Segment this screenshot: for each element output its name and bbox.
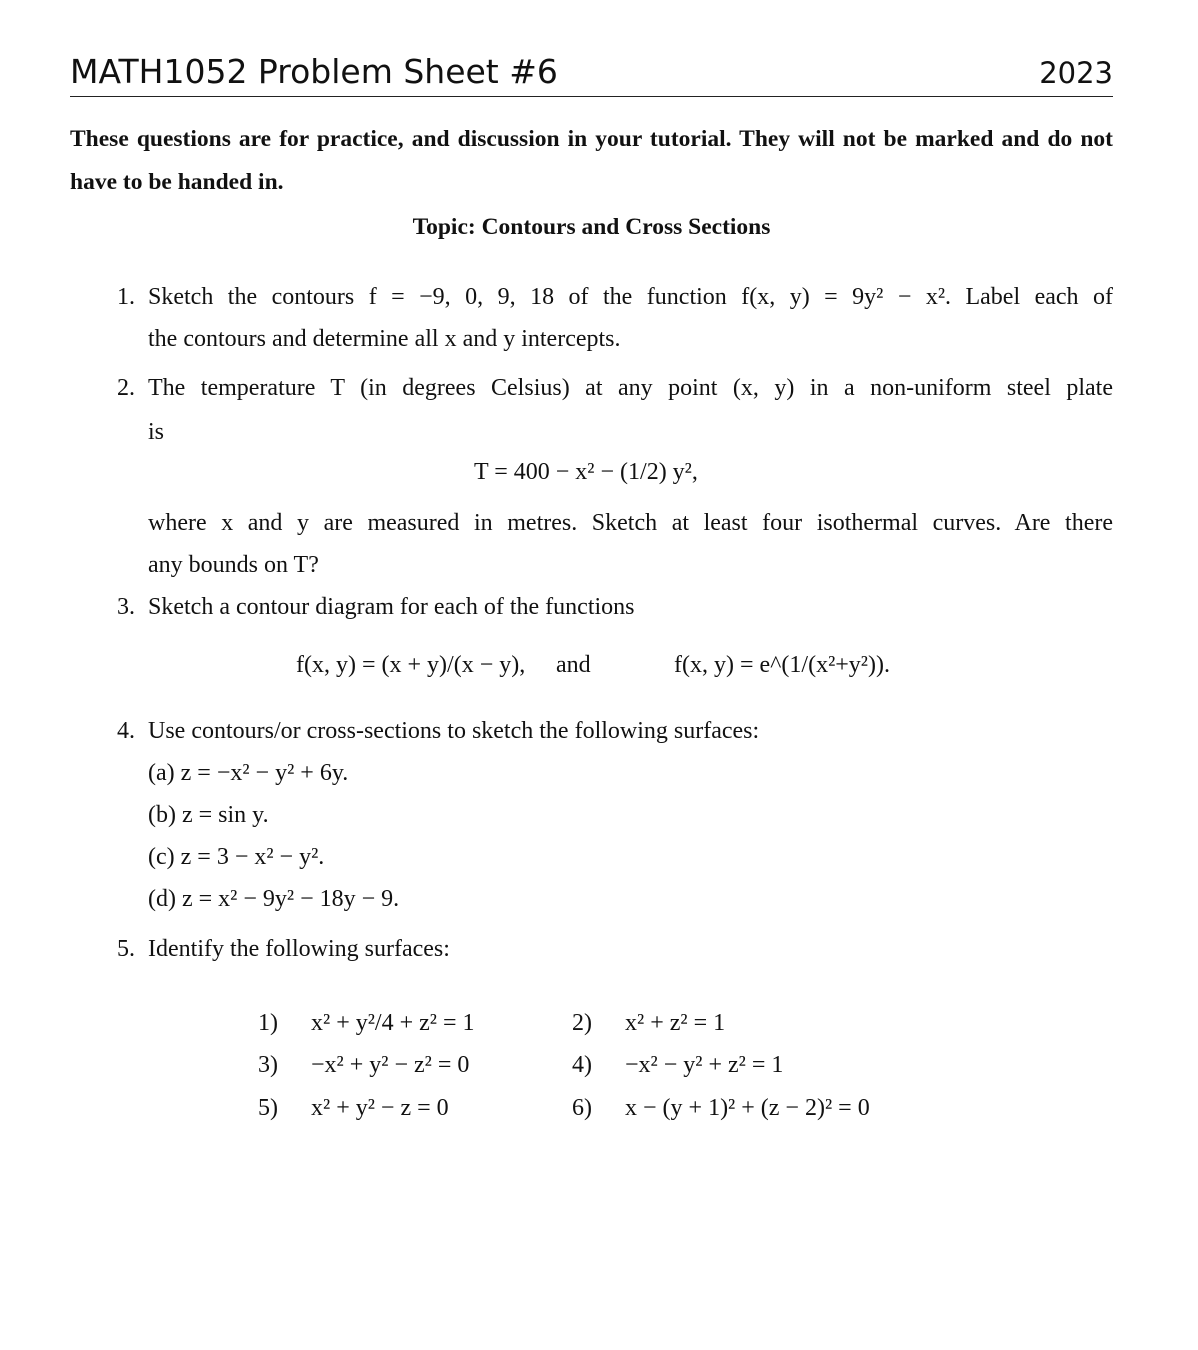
q3-number: 3. bbox=[117, 594, 135, 620]
q2-line3: where x and y are measured in metres. Sketch at least four isothermal curves. Are there bbox=[148, 510, 1113, 536]
topic-heading: Topic: Contours and Cross Sections bbox=[412, 214, 771, 240]
q3-equation-1: f(x, y) = (x + y)/(x − y), bbox=[296, 652, 526, 678]
sheet-year: 2023 bbox=[1039, 56, 1113, 90]
q5-surface-label: 2) bbox=[572, 1010, 592, 1036]
q2-line4: any bounds on T? bbox=[148, 552, 319, 578]
q5-surface-label: 3) bbox=[258, 1052, 278, 1078]
q5-surface-expr: −x² − y² + z² = 1 bbox=[625, 1052, 784, 1078]
q4-part-label: (d) bbox=[148, 886, 176, 912]
q5-surface-expr: x² + y² − z = 0 bbox=[311, 1095, 449, 1121]
q4-line1: Use contours/or cross-sections to sketch the following surfaces: bbox=[148, 718, 760, 744]
q3-equation-2: f(x, y) = e^(1/(x²+y²)). bbox=[674, 652, 890, 678]
q5-number: 5. bbox=[117, 936, 135, 962]
q5-surface-expr: x − (y + 1)² + (z − 2)² = 0 bbox=[625, 1095, 870, 1121]
q4-part-a bbox=[148, 760, 348, 787]
q4-part-label: (a) bbox=[148, 760, 175, 786]
q4-part-d bbox=[148, 886, 399, 913]
sheet-title: MATH1052 Problem Sheet #6 bbox=[70, 52, 558, 91]
q3-line1: Sketch a contour diagram for each of the functions bbox=[148, 594, 635, 620]
q1-line1: Sketch the contours f = −9, 0, 9, 18 of the function f(x, y) = 9y² − x². Label each of bbox=[148, 284, 1113, 310]
q2-equation: T = 400 − x² − (1/2) y², bbox=[474, 459, 698, 485]
q2-number: 2. bbox=[117, 375, 135, 401]
q5-surface-expr: x² + y²/4 + z² = 1 bbox=[311, 1010, 475, 1036]
q5-surface-label: 4) bbox=[572, 1052, 592, 1078]
q5-surface-label: 5) bbox=[258, 1095, 278, 1121]
q1-line2: the contours and determine all x and y intercepts. bbox=[148, 326, 621, 352]
q5-surface-expr: x² + z² = 1 bbox=[625, 1010, 726, 1036]
q4-part-c bbox=[148, 844, 324, 871]
intro-paragraph: These questions are for practice, and discussion in your tutorial. They will not be marked and do not have to be handed in. bbox=[70, 126, 1113, 195]
q4-part-expr: z = −x² − y² + 6y. bbox=[180, 760, 349, 786]
q2-line2: is bbox=[148, 419, 165, 445]
q2-line1: The temperature T (in degrees Celsius) at any point (x, y) in a non-uniform steel plate bbox=[148, 375, 1113, 401]
q4-part-label: (b) bbox=[148, 802, 176, 828]
q4-part-b bbox=[148, 802, 269, 829]
q4-part-expr: z = x² − 9y² − 18y − 9. bbox=[181, 886, 400, 912]
page-header bbox=[70, 48, 1113, 97]
q5-surface-label: 6) bbox=[572, 1095, 592, 1121]
q5-surface-expr: −x² + y² − z² = 0 bbox=[311, 1052, 470, 1078]
q5-line1: Identify the following surfaces: bbox=[148, 936, 450, 962]
q1-number: 1. bbox=[117, 284, 135, 310]
q4-number: 4. bbox=[117, 718, 135, 744]
q4-part-expr: z = sin y. bbox=[181, 802, 269, 828]
q4-part-label: (c) bbox=[148, 844, 175, 870]
q5-surface-label: 1) bbox=[258, 1010, 278, 1036]
q3-and: and bbox=[556, 652, 591, 678]
q4-part-expr: z = 3 − x² − y². bbox=[180, 844, 325, 870]
